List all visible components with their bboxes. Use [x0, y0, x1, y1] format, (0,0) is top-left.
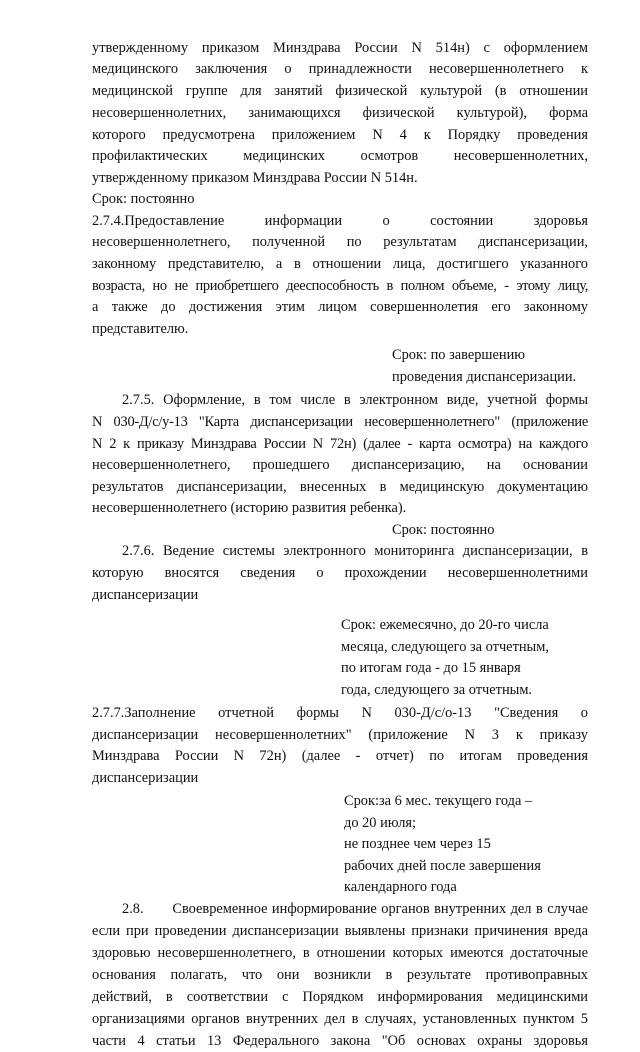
- deadline-label: не позднее чем через 15: [344, 836, 491, 852]
- deadline-label: до 20 июля;: [344, 815, 416, 831]
- deadline-label: года, следующего за отчетным.: [341, 682, 533, 698]
- text-line: результатов диспансеризации, внесенных в медицинскую документацию: [92, 479, 588, 495]
- deadline-label: Срок: по завершению: [392, 347, 526, 363]
- text-line: профилактических медицинских осмотров несовершеннолетних,: [92, 148, 588, 164]
- text-line: диспансеризации несовершеннолетних" (приложение N 3 к приказу: [92, 727, 588, 743]
- section-2-7-5-heading: 2.7.5. Оформление, в том числе в электронном виде, учетной формы: [122, 392, 588, 408]
- deadline-label: проведения диспансеризации.: [392, 369, 577, 385]
- deadline-label: календарного года: [344, 879, 457, 895]
- text-line: организациями органов внутренних дел в случаях, установленных пунктом 5: [92, 1011, 588, 1027]
- text-line: несовершеннолетнего (историю развития ребенка).: [92, 500, 407, 516]
- text-line: диспансеризации: [92, 587, 199, 603]
- text-line: возраста, но не приобретшего дееспособность в полном объеме, - этому лицу,: [92, 278, 588, 294]
- deadline-label: рабочих дней после завершения: [344, 858, 541, 874]
- text-line: несовершеннолетних, занимающихся физической культурой), форма: [92, 105, 588, 121]
- text-line: которого предусмотрена приложением N 4 к Порядку проведения: [92, 127, 588, 143]
- deadline-label: Срок: постоянно: [92, 191, 195, 207]
- text-line: медицинской группе для занятий физической культурой (в отношении: [92, 83, 588, 99]
- text-line: утвержденному приказом Минздрава России N 514н.: [92, 170, 418, 186]
- text-line: части 4 статьи 13 Федерального закона "Об основах охраны здоровья: [92, 1033, 588, 1049]
- section-2-8-heading: 2.8. Своевременное информирование органов внутренних дел в случае: [122, 901, 588, 917]
- section-2-7-4-heading: 2.7.4.Предоставление информации о состоянии здоровья: [92, 213, 588, 229]
- deadline-label: Срок: ежемесячно, до 20-го числа: [341, 617, 549, 633]
- text-line: основания полагать, что они возникли в результате противоправных: [92, 967, 588, 983]
- deadline-label: Срок:за 6 мес. текущего года –: [344, 793, 533, 809]
- section-2-7-7-heading: 2.7.7.Заполнение отчетной формы N 030-Д/с/о-13 "Сведения о: [92, 705, 588, 721]
- section-2-7-6-heading: 2.7.6. Ведение системы электронного мониторинга диспансеризации, в: [122, 543, 588, 559]
- deadline-label: Срок: постоянно: [392, 522, 495, 538]
- text-line: здоровью несовершеннолетнего, в отношении которых имеются достаточные: [92, 945, 588, 961]
- text-line: законному представителю, а в отношении лица, достигшего указанного: [92, 256, 588, 272]
- text-line: если при проведении диспансеризации выявлены признаки причинения вреда: [92, 923, 588, 939]
- text-line: которую вносятся сведения о прохождении несовершеннолетними: [92, 565, 588, 581]
- text-line: Минздрава России N 72н) (далее - отчет) по итогам проведения: [92, 748, 588, 764]
- text-line: действий, в соответствии с Порядком информирования медицинскими: [92, 989, 588, 1005]
- text-line: медицинского заключения о принадлежности несовершеннолетнего к: [92, 61, 588, 77]
- deadline-label: по итогам года - до 15 января: [341, 660, 521, 676]
- text-line: а также до достижения этим лицом совершеннолетия его законному: [92, 299, 588, 315]
- text-line: несовершеннолетнего, прошедшего диспансеризацию, на основании: [92, 457, 588, 473]
- text-line: представителю.: [92, 321, 189, 337]
- deadline-label: месяца, следующего за отчетным,: [341, 639, 549, 655]
- text-line: несовершеннолетнего, полученной по результатам диспансеризации,: [92, 234, 588, 250]
- text-line: N 030-Д/с/у-13 "Карта диспансеризации несовершеннолетнего" (приложение: [92, 414, 588, 430]
- text-line: N 2 к приказу Минздрава России N 72н) (далее - карта осмотра) на каждого: [92, 436, 588, 452]
- text-line: диспансеризации: [92, 770, 199, 786]
- text-line: утвержденному приказом Минздрава России N 514н) с оформлением: [92, 40, 588, 56]
